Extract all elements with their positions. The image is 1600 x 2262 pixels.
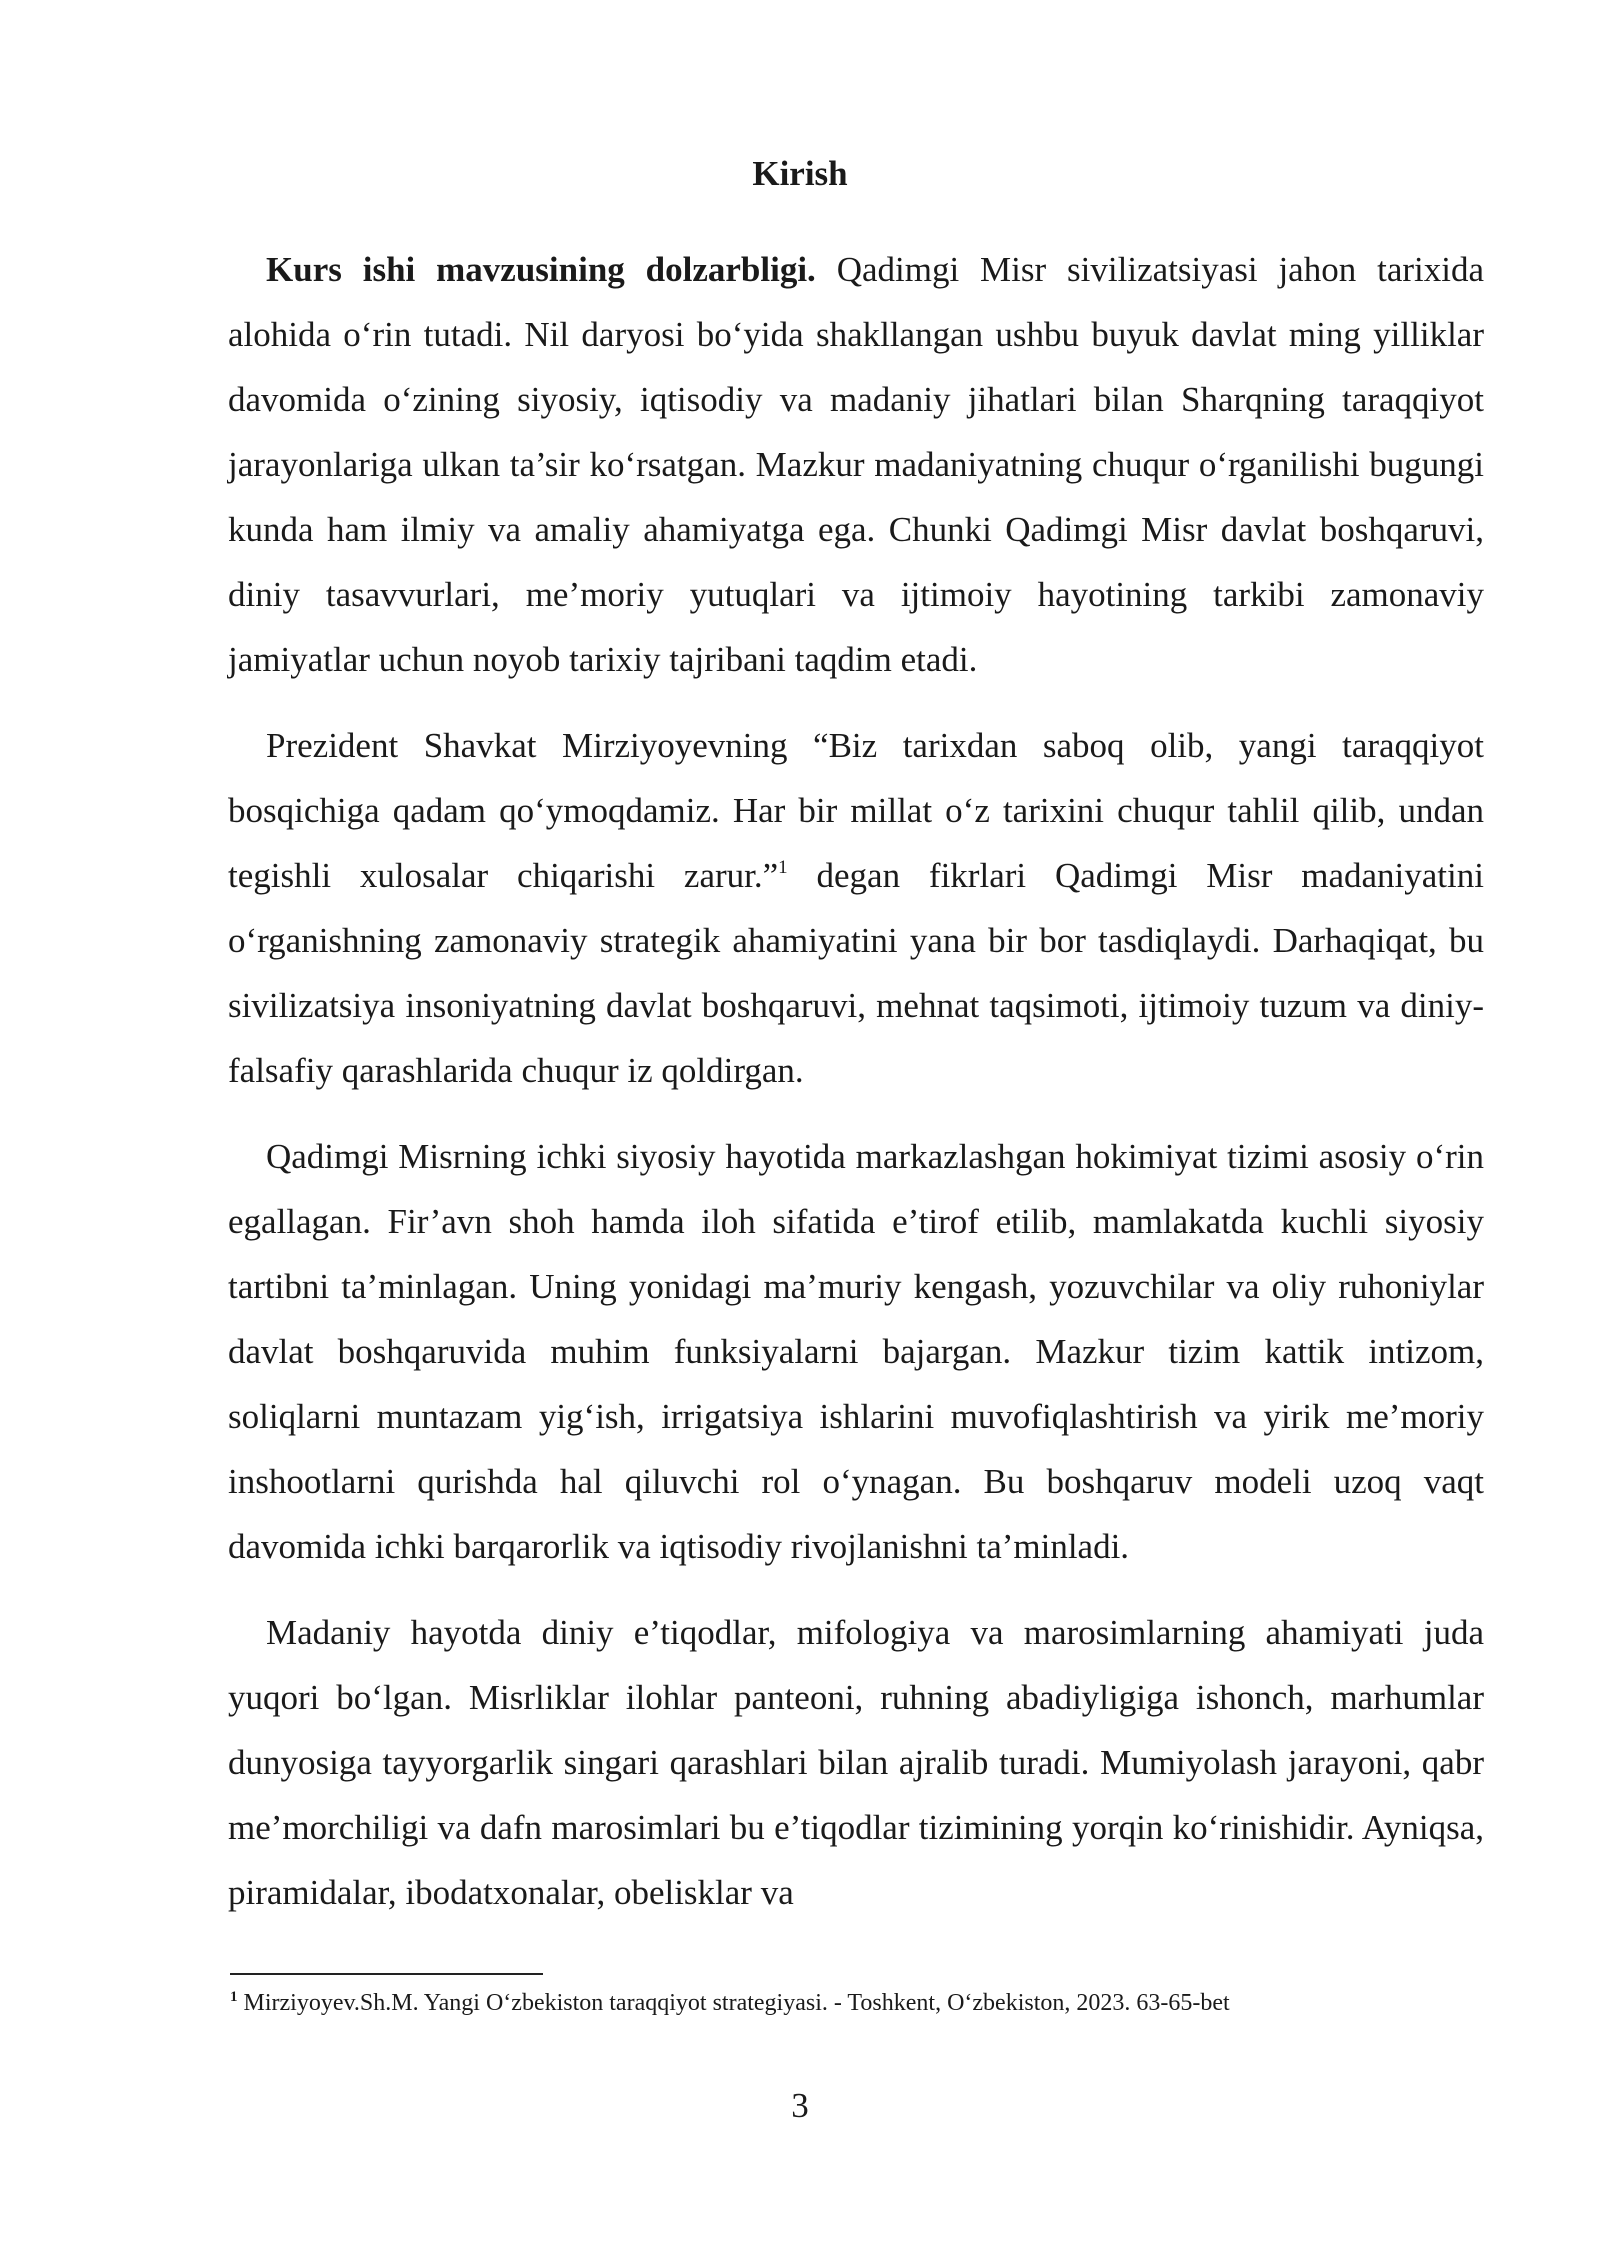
paragraph-text: Prezident Shavkat Mirziyoyevning “Biz tarixdan saboq olib, yangi taraqqiyot bosqichiga qadam qo‘ymoqdamiz. Har bir millat o‘z tarixini chuqur tahlil qilib, undan tegishli xulosalar chiqarishi zarur.” bbox=[228, 726, 1484, 895]
paragraph-text: Qadimgi Misrning ichki siyosiy hayotida markazlashgan hokimiyat tizimi asosiy o‘rin egallagan. Fir’avn shoh hamda iloh sifatida e’tirof etilib, mamlakatda kuchli siyosiy tartibni ta’minlagan. Uning yonidagi ma’muriy kengash, yozuvchilar va oliy ruhoniylar davlat boshqaruvida muhim funksiyalarni bajargan. Mazkur tizim kattik intizom, soliqlarni muntazam yig‘ish, irrigatsiya ishlarini muvofiqlashtirish va yirik me’moriy inshootlarni qurishda hal qiluvchi rol o‘ynagan. Bu boshqaruv modeli uzoq vaqt davomida ichki barqarorlik va iqtisodiy rivojlanishni ta’minladi. bbox=[228, 1137, 1484, 1566]
paragraph-political-life bbox=[228, 1124, 1484, 1579]
body-text bbox=[228, 237, 1484, 1946]
footnote-text: Mirziyoyev.Sh.M. Yangi O‘zbekiston taraqqiyot strategiyasi. - Toshkent, O‘zbekiston, 2023. 63-65-bet bbox=[243, 1990, 1230, 2016]
footnote bbox=[230, 1987, 1486, 2019]
paragraph-text: degan fikrlari Qadimgi Misr madaniyatini o‘rganishning zamonaviy strategik ahamiyatini yana bir bor tasdiqlaydi. Darhaqiqat, bu sivilizatsiya insoniyatning davlat boshqaruvi, mehnat taqsimoti, ijtimoiy tuzum va diniy-falsafiy qarashlarida chuqur iz qoldirgan. bbox=[228, 856, 1484, 1090]
paragraph-relevance bbox=[228, 237, 1484, 692]
page-number: 3 bbox=[791, 2086, 809, 2125]
paragraph-lead: Kurs ishi mavzusining dolzarbligi. bbox=[266, 250, 816, 289]
paragraph-text: Qadimgi Misr sivilizatsiyasi jahon tarixida alohida o‘rin tutadi. Nil daryosi bo‘yida shakllangan ushbu buyuk davlat ming yilliklar davomida o‘zining siyosiy, iqtisodiy va madaniy jihatlari bilan Sharqning taraqqiyot jarayonlariga ulkan ta’sir ko‘rsatgan. Mazkur madaniyatning chuqur o‘rganilishi bugungi kunda ham ilmiy va amaliy ahamiyatga ega. Chunki Qadimgi Misr davlat boshqaruvi, diniy tasavvurlari, me’moriy yutuqlari va ijtimoiy hayotining tarkibi zamonaviy jamiyatlar uchun noyob tarixiy tajribani taqdim etadi. bbox=[228, 250, 1484, 679]
footnote-separator bbox=[230, 1973, 543, 1975]
footnote-number: 1 bbox=[230, 1989, 238, 2005]
paragraph-cultural-life bbox=[228, 1600, 1484, 1925]
paragraph-text: Madaniy hayotda diniy e’tiqodlar, mifologiya va marosimlarning ahamiyati juda yuqori bo‘lgan. Misrliklar ilohlar panteoni, ruhning abadiyligiga ishonch, marhumlar dunyosiga tayyorgarlik singari qarashlari bilan ajralib turadi. Mumiyolash jarayoni, qabr me’morchiligi va dafn marosimlari bu e’tiqodlar tizimining yorqin ko‘rinishidir. Ayniqsa, piramidalar, ibodatxonalar, obelisklar va bbox=[228, 1613, 1484, 1912]
footnote-reference[interactable]: 1 bbox=[778, 857, 788, 878]
paragraph-president-quote bbox=[228, 713, 1484, 1103]
section-heading: Kirish bbox=[752, 154, 848, 193]
